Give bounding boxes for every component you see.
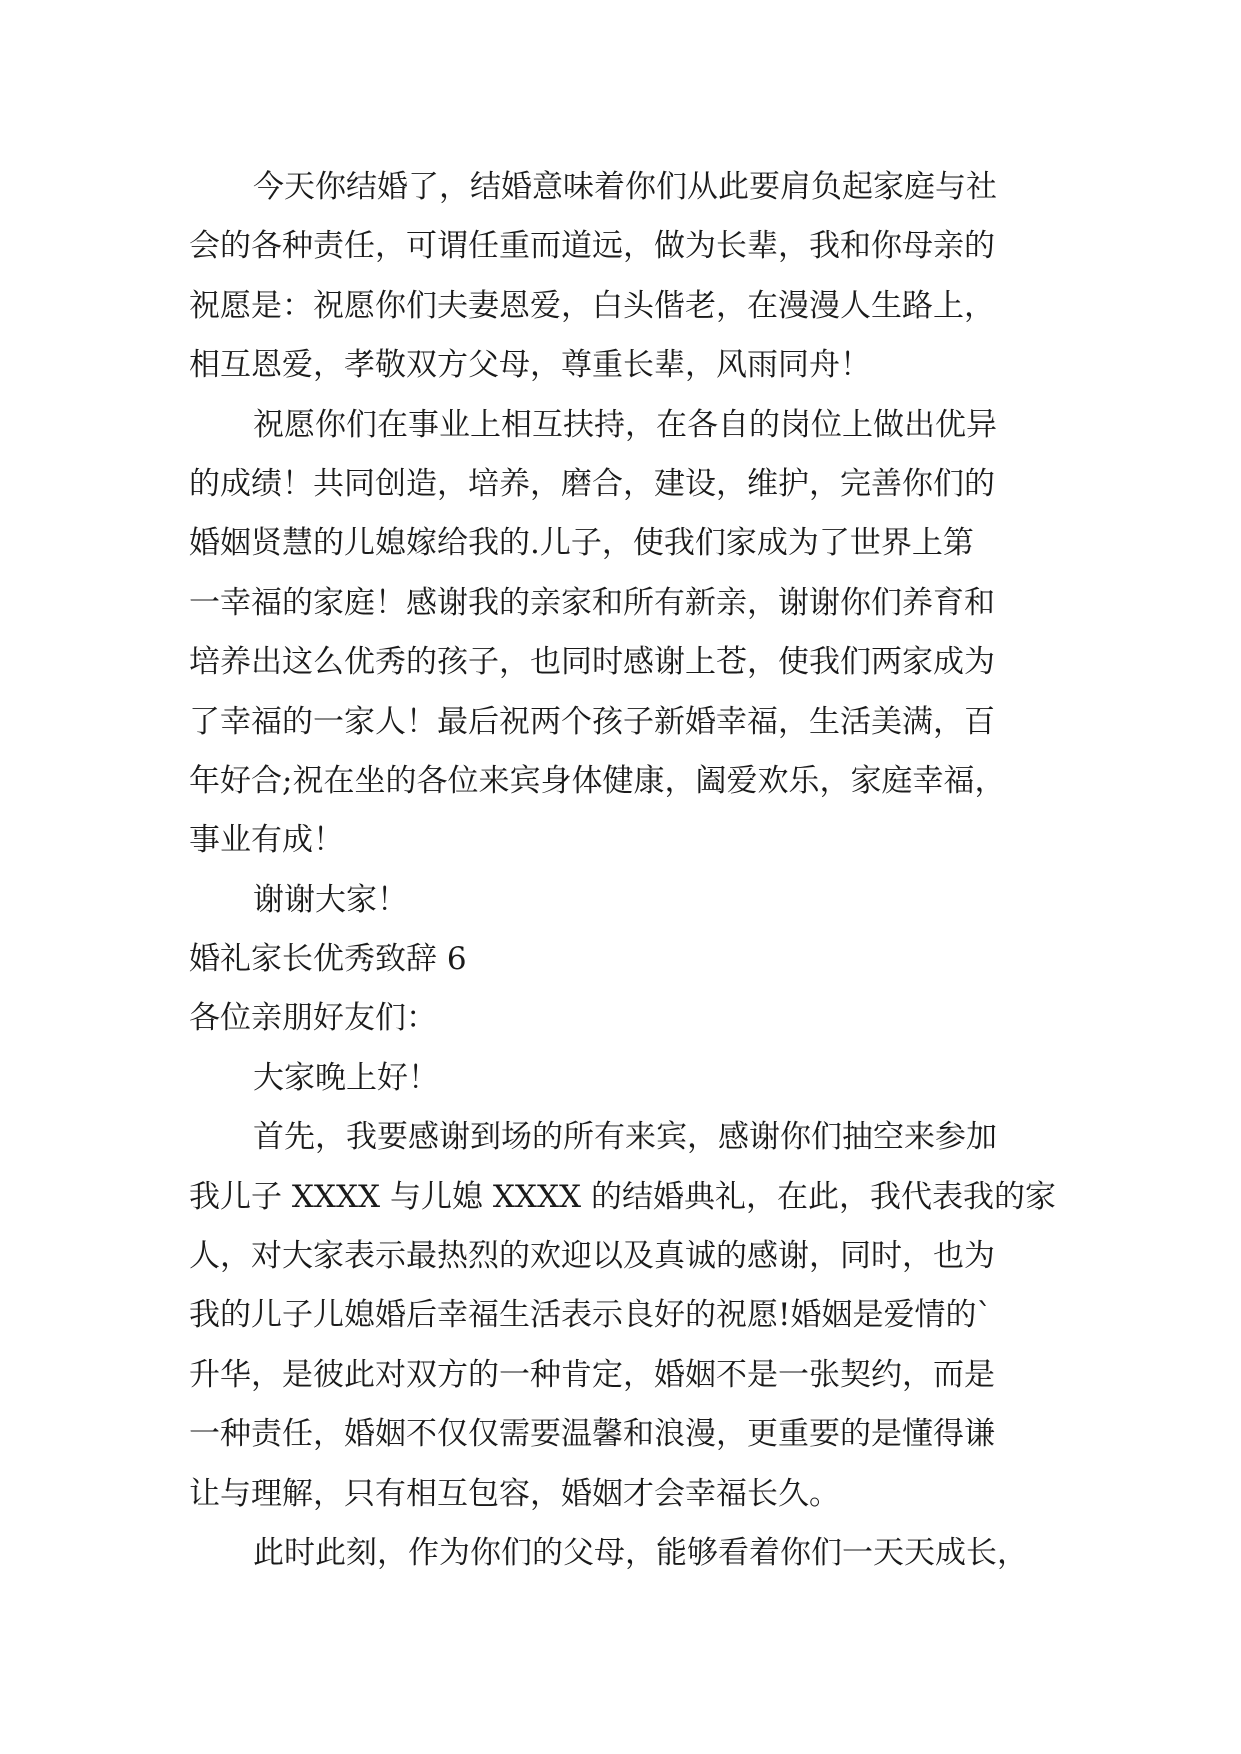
document-body bbox=[189, 158, 1089, 1583]
text-line: 谢谢大家！ bbox=[253, 881, 408, 918]
text-line: 人，对大家表示最热烈的欢迎以及真诚的感谢，同时，也为 bbox=[189, 1238, 995, 1275]
text-line: 婚姻贤慧的儿媳嫁给我的.儿子，使我们家成为了世界上第 bbox=[189, 525, 974, 562]
greeting: 大家晚上好！ bbox=[253, 1059, 439, 1096]
text-line: 事业有成！ bbox=[189, 822, 344, 859]
text-line: 此时此刻，作为你们的父母，能够看着你们一天天成长， bbox=[253, 1534, 1028, 1571]
section-title: 婚礼家长优秀致辞 6 bbox=[189, 941, 467, 978]
text-line: 今天你结婚了，结婚意味着你们从此要肩负起家庭与社 bbox=[253, 169, 997, 205]
salutation: 各位亲朋好友们： bbox=[189, 1000, 437, 1037]
text-line: 让与理解，只有相互包容，婚姻才会幸福长久。 bbox=[189, 1475, 840, 1512]
text-line: 培养出这么优秀的孩子，也同时感谢上苍，使我们两家成为 bbox=[189, 644, 995, 681]
text-line: 会的各种责任，可谓任重而道远，做为长辈，我和你母亲的 bbox=[189, 228, 995, 265]
text-line: 的成绩！共同创造，培养，磨合，建设，维护，完善你们的 bbox=[189, 465, 995, 502]
text-line: 我的儿子儿媳婚后幸福生活表示良好的祝愿!婚姻是爱情的` bbox=[189, 1297, 992, 1334]
text-line: 首先，我要感谢到场的所有来宾，感谢你们抽空来参加 bbox=[253, 1119, 997, 1156]
text-line: 我儿子 XXXX 与儿媳 XXXX 的结婚典礼，在此，我代表我的家 bbox=[189, 1178, 1056, 1215]
text-line: 祝愿你们在事业上相互扶持，在各自的岗位上做出优异 bbox=[253, 406, 997, 443]
text-line: 了幸福的一家人！最后祝两个孩子新婚幸福，生活美满，百 bbox=[189, 703, 995, 740]
text-line: 一种责任，婚姻不仅仅需要温馨和浪漫，更重要的是懂得谦 bbox=[189, 1416, 995, 1453]
text-line: 一幸福的家庭！感谢我的亲家和所有新亲，谢谢你们养育和 bbox=[189, 584, 995, 621]
text-line: 相互恩爱，孝敬双方父母，尊重长辈，风雨同舟！ bbox=[189, 347, 871, 384]
text-line: 祝愿是：祝愿你们夫妻恩爱，白头偕老，在漫漫人生路上， bbox=[189, 287, 995, 324]
text-line: 年好合;祝在坐的各位来宾身体健康，阖爱欢乐，家庭幸福， bbox=[189, 762, 1006, 799]
text-line: 升华，是彼此对双方的一种肯定，婚姻不是一张契约，而是 bbox=[189, 1356, 995, 1393]
